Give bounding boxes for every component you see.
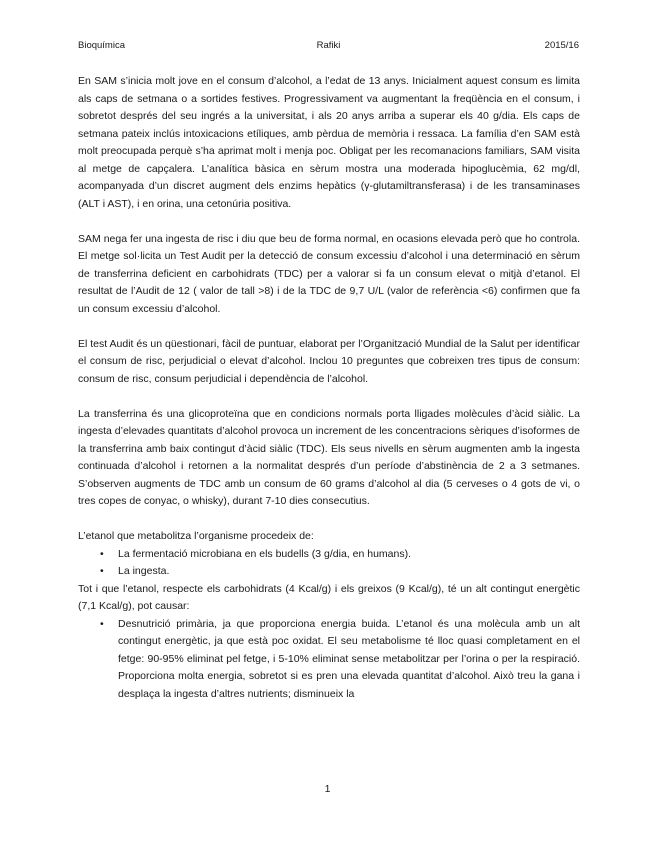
header-year: 2015/16 (544, 40, 579, 51)
ethanol-origin-list (78, 546, 580, 581)
list-item-text: La ingesta. (118, 565, 170, 577)
list-item (78, 546, 580, 564)
page-header (78, 40, 579, 54)
bullet-icon: • (100, 547, 104, 560)
header-subject: Bioquímica (78, 40, 125, 51)
list-item-text: La fermentació microbiana en els budells (3 g/dia, en humans). (118, 547, 411, 560)
bullet-icon: • (100, 565, 104, 577)
paragraph-ethanol-origin: L’etanol que metabolitza l’organisme procedeix de: (78, 530, 314, 542)
paragraph-audit-description: El test Audit és un qüestionari, fàcil de puntuar, elaborat per l’Organització Mundial de la Salut per identificar el consum de risc, perjudicial o elevat d’alcohol. Inclou 10 preguntes que cobreixen tres tipus de consum: consum de risc, consum perjudicial i dependència de l’alcohol. (78, 337, 580, 385)
paragraph-transferrin: La transferrina és una glicoproteïna que en condicions normals porta lligades molècules d’àcid siàlic. La ingesta d’elevades quantitats d’alcohol provoca un increment de les concentracions sèriques d’isoformes de la transferrina amb baix contingut d’àcid siàlic (TDC). Els seus nivells en sèrum augmenten amb la ingesta continuada d’alcohol i retornen a la normalitat després d’un període d’abstinència de 2 a 3 setmanes. S’observen augments de TDC amb un consum de 60 grams d’alcohol al dia (5 cerveses o 4 gots de vi, o tres copes de conyac, o whisky), durant 7-10 dies consecutius. (78, 407, 580, 507)
paragraph-audit-test: SAM nega fer una ingesta de risc i diu que beu de forma normal, en ocasions elevada però que ho controla. El metge sol·licita un Test Audit per la detecció de consum excessiu d’alcohol i una determinació en sèrum de transferrina deficient en carbohidrats (TDC) per a valorar si fa un consum elevat o mitjà d’etanol. El resultat de l’Audit de 12 ( valor de tall >8) i de la TDC de 9,7 U/L (valor de referència <6) confirmen que fa un consum excessiu d’alcohol. (78, 232, 580, 315)
bullet-icon: • (100, 617, 104, 630)
list-item (78, 616, 580, 704)
document-body (78, 73, 580, 703)
page-number: 1 (324, 783, 331, 795)
list-item-text: Desnutrició primària, ja que proporciona energia buida. L’etanol és una molècula amb un alt contingut energètic, ja que està poc oxidat. El seu metabolisme té lloc quasi completament en el fetge: 90-95% eliminat pel fetge, i 5-10% eliminat sense metabolitzar per l’orina o per la respiració. Proporciona molta energia, sobretot si es pren una elevada quantitat d’alcohol. Això treu la gana i desplaça la ingesta d’altres nutrients; disminueix la (118, 617, 580, 700)
paragraph-case-intro: En SAM s’inicia molt jove en el consum d’alcohol, a l’edat de 13 anys. Inicialment aquest consum es limita als caps de setmana o a sortides festives. Progressivament va augmentant la freqüència en el consum, i sobretot després del seu ingrés a la universitat, i als 20 anys arriba a superar els 40 g/dia. Els caps de setmana pateix inclús intoxicacions etíliques, amb pèrdua de memòria i ressaca. La família d’en SAM està molt preocupada perquè s’ha aprimat molt i menja poc. Obligat per les recomanacions familiars, SAM visita al metge de capçalera. L’analítica bàsica en sèrum mostra una moderada hipoglucèmia, 62 mg/dl, acompanyada d’un discret augment dels enzims hepàtics (γ-glutamiltransferasa) i de les transaminases (ALT i AST), i en orina, una cetonúria positiva. (78, 75, 580, 210)
list-item (78, 563, 580, 581)
effects-list (78, 616, 580, 704)
header-author: Rafiki (316, 40, 341, 51)
paragraph-energy-content: Tot i que l’etanol, respecte els carbohidrats (4 Kcal/g) i els greixos (9 Kcal/g), té un alt contingut energètic (7,1 Kcal/g), pot causar: (78, 582, 580, 612)
